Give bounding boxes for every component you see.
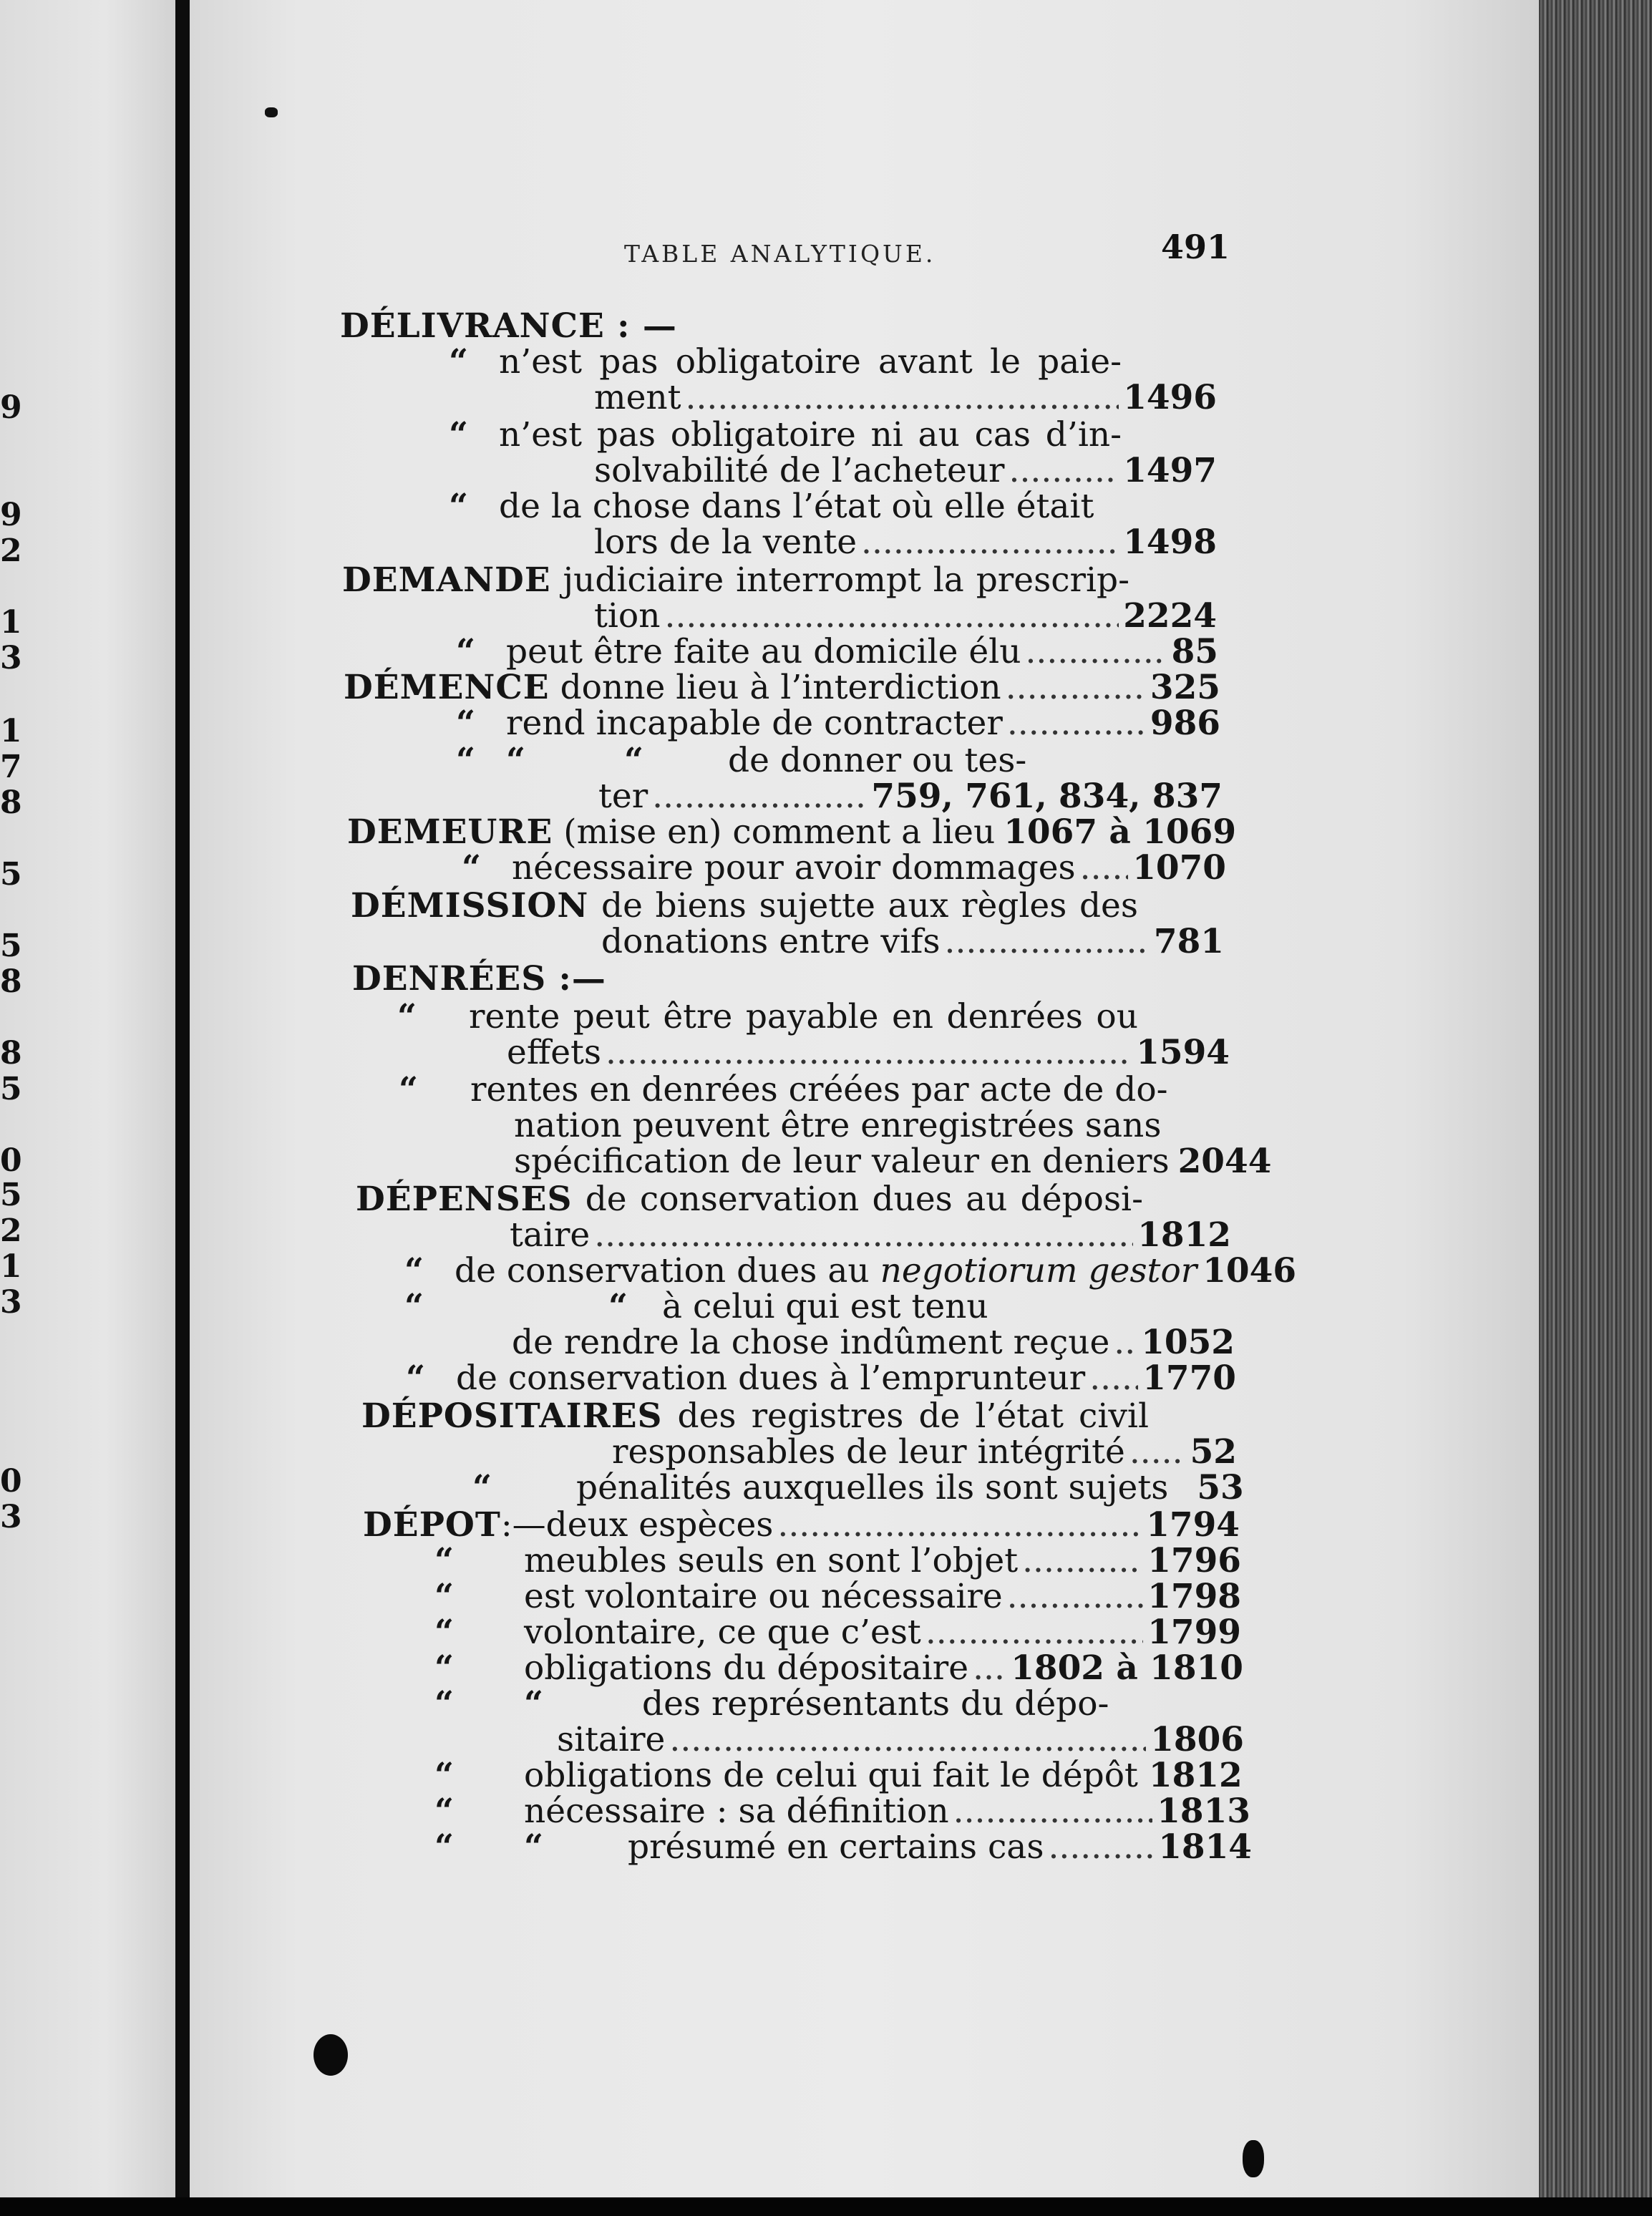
index-entry: tion ..... 2224 [594,598,1217,635]
index-entry: “ obligations de celui qui fait le dépôt 1812 [434,1756,1243,1795]
index-line: DÉMISSION de biens sujette aux règles des [351,886,1138,925]
index-entry: responsables de leur intégrité ..... 52 [612,1434,1237,1471]
index-entry: “ rend incapable de contracter ..... 986 [456,705,1220,742]
margin-fragment: 1 [0,1248,22,1285]
margin-fragment: 7 [0,749,22,785]
index-entry: “ obligations du dépositaire ..... 1802 à 1810 [434,1650,1243,1687]
margin-fragment: 5 [0,1071,22,1107]
ink-blot [1243,2140,1264,2177]
margin-fragment: 5 [0,856,22,893]
margin-fragment: 3 [0,640,22,676]
index-entry: sitaire ..... 1806 [557,1721,1244,1759]
index-entry: solvabilité de l’acheteur ..... 1497 [594,452,1217,490]
index-line: DÉPENSES de conservation dues au déposi- [356,1180,1143,1219]
bottom-border [0,2197,1652,2216]
index-line: “ rente peut être payable en denrées ou [397,997,1138,1036]
margin-fragment: 0 [0,1463,22,1500]
index-entry: “ est volontaire ou nécessaire ..... 1798 [434,1578,1241,1615]
index-entry: spécification de leur valeur en deniers 2044 [514,1142,1272,1181]
index-entry: “ nécessaire : sa définition ..... 1813 [434,1793,1250,1830]
running-head: TABLE ANALYTIQUE. [624,240,936,268]
index-line: “ “ “ de donner ou tes- [456,741,1027,780]
index-entry: effets ..... 1594 [507,1034,1230,1071]
index-line: “ de la chose dans l’état où elle était [449,487,1094,526]
margin-fragment: 3 [0,1499,22,1535]
index-entry: “ de conservation dues au negotiorum gestor 1046 [404,1251,1297,1291]
index-entry: “ meubles seuls en sont l’objet ..... 1796 [434,1542,1241,1580]
margin-fragment: 0 [0,1142,22,1179]
index-entry: “ volontaire, ce que c’est ..... 1799 [434,1614,1241,1651]
index-entry: “ nécessaire pour avoir dommages ..... 1070 [462,850,1226,887]
margin-fragment: 8 [0,1035,22,1071]
margin-fragment: 1 [0,604,22,641]
margin-fragment: 9 [0,389,22,426]
margin-fragment: 8 [0,963,22,1000]
index-entry: ter ..... 759, 761, 834, 837 [598,778,1223,815]
index-line: “ n’est pas obligatoire avant le paie- [449,342,1122,382]
index-line: nation peuvent être enregistrées sans [514,1106,1162,1145]
ink-blot [265,107,278,117]
index-entry: “ peut être faite au domicile élu ..... 85 [456,633,1218,671]
index-entry: DÉMENCE donne lieu à l’interdiction ..... 325 [344,669,1220,706]
margin-fragment: 2 [0,533,22,569]
index-line: “ n’est pas obligatoire ni au cas d’in- [449,415,1122,455]
index-line: DÉPOSITAIRES des registres de l’état civil [361,1396,1149,1436]
margin-fragment: 1 [0,713,22,749]
page-stack-edge [1539,0,1652,2216]
index-entry: “ “ présumé en certains cas ..... 1814 [434,1829,1252,1866]
index-line: “ “ à celui qui est tenu [404,1287,988,1326]
margin-fragment: 5 [0,1177,22,1213]
ink-blot [314,2034,348,2076]
margin-fragment: 9 [0,497,22,533]
index-entry: de rendre la chose indûment reçue ..... 1052 [512,1324,1235,1361]
index-entry: taire ..... 1812 [510,1217,1231,1254]
margin-fragment: 3 [0,1284,22,1321]
margin-fragment: 8 [0,784,22,821]
index-entry: DÉPOT:—deux espèces ..... 1794 [363,1507,1240,1544]
index-entry: lors de la vente ..... 1498 [594,524,1217,561]
index-entry: ment ..... 1496 [594,379,1217,417]
index-entry: DEMEURE (mise en) comment a lieu 1067 à 1069 [347,812,1237,852]
left-page-edge [0,0,175,2197]
index-line: “ rentes en denrées créées par acte de do- [399,1070,1168,1109]
margin-fragment: 2 [0,1213,22,1249]
index-entry: donations entre vifs ..... 781 [601,923,1224,961]
index-line: “ “ des représentants du dépo- [434,1684,1109,1724]
index-entry: “ de conservation dues à l’emprunteur ..... 1770 [406,1360,1236,1397]
binding-gutter [175,0,190,2216]
index-heading: DÉLIVRANCE : — [340,306,677,346]
margin-fragment: 5 [0,928,22,964]
page-number: 491 [1161,228,1230,266]
index-line: DEMANDE judiciaire interrompt la prescrip- [342,560,1129,600]
index-entry: “ pénalités auxquelles ils sont sujets 53 [472,1468,1244,1507]
index-heading: DENRÉES :— [352,959,606,998]
